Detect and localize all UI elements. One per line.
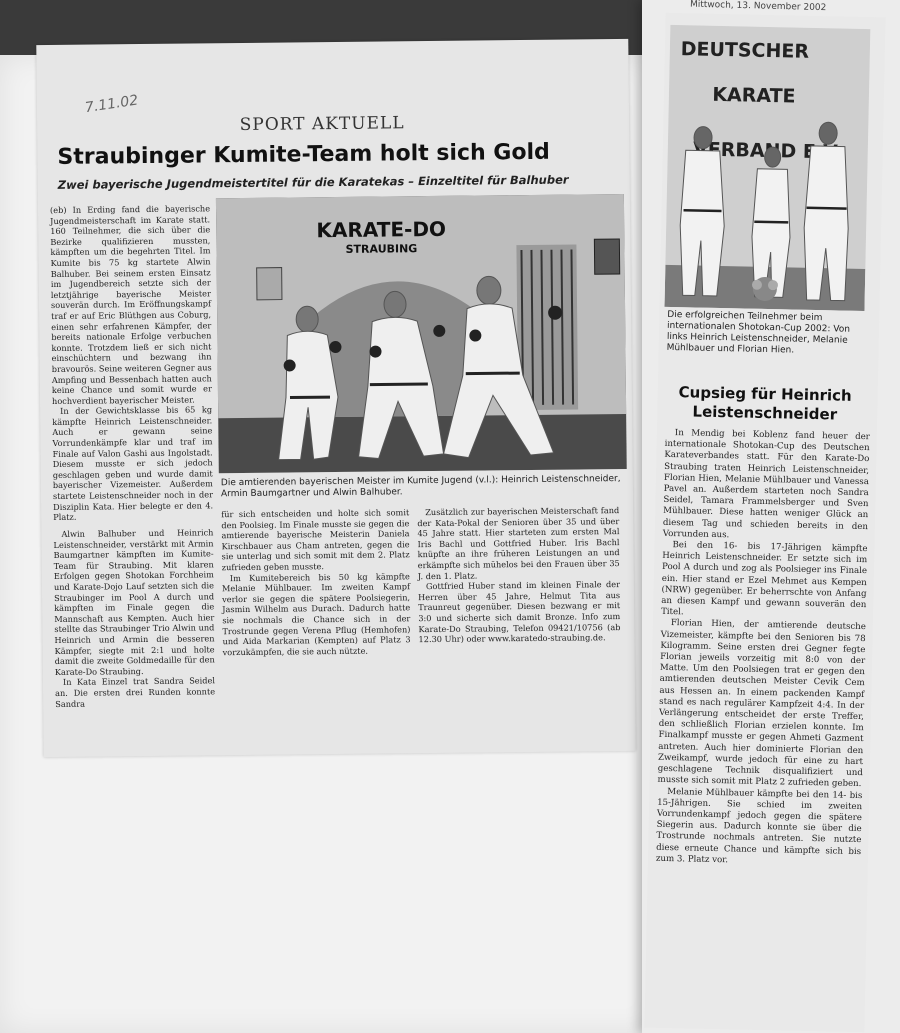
handwritten-date: 7.11.02 bbox=[84, 92, 140, 117]
sign-straubing: STRAUBING bbox=[345, 242, 418, 256]
side-paragraph-1: In Mendig bei Koblenz fand heuer der internationale Shotokan-Cup des Deutschen Karateverbandes statt. Für den Karate-Do Straubing traten Heinrich Leistenschneider, Florian Hien, Melanie Mühlbauer und Vanessa Pavel an. Außerdem starteten noch Sandra Seidel, Tamara Frammelsberger und Sven Mühlbauer. Diese hatten weniger Glück an diesem Tag und schieden bereits in den Vorrunden aus. bbox=[662, 428, 870, 541]
article-column-1 bbox=[50, 203, 213, 522]
column-1-paragraph-4: In Kata Einzel trat Sandra Seidel an. Die ersten drei Runden konnte Sandra bbox=[55, 675, 216, 709]
podium-photo-image bbox=[664, 25, 870, 311]
column-1-paragraph-3: Alwin Balhuber und Heinrich Leistenschneider, verstärkt mit Armin Baumgartner kämpften im Kumite-Team für Straubing. Mit klaren Erfolgen gegen Shotokan Forchheim und Karate-Dojo Lauf setzten sich die Straubinger im Pool A durch und kämpften im Finale gegen die Mannschaft aus Kempten. Auch hier stellte das Straubinger Trio Alwin und Heinrich und Armin die besseren Kämpfer, siegte mit 2:1 und holte damit die zweite Goldmedaille für den Karate-Do Straubing. bbox=[53, 527, 215, 677]
main-article-clipping bbox=[36, 39, 635, 757]
main-headline: Straubinger Kumite-Team holt sich Gold bbox=[57, 139, 550, 170]
column-2-paragraph-1: für sich entscheiden und holte sich somit den Poolsieg. Im Finale musste sie gegen die amtierende bayerische Meisterin Daniela Kirschbauer aus Cham antreten, gegen die sie unterlag und sich somit mit dem 2. Platz zufrieden geben musste. bbox=[221, 507, 410, 573]
team-photo bbox=[216, 194, 627, 473]
side-article-clipping bbox=[644, 13, 885, 1032]
side-headline: Cupsieg für Heinrich Leistenschneider bbox=[678, 383, 852, 424]
podium-photo-caption: Die erfolgreichen Teilnehmer beim internationalen Shotokan-Cup 2002: Von links Heinrich Leistenschneider, Melanie Mühlbauer und Florian Hien. bbox=[666, 309, 851, 356]
banner-line-1: DEUTSCHER bbox=[680, 38, 810, 63]
column-3-paragraph-1: Zusätzlich zur bayerischen Meisterschaft fand der Kata-Pokal der Senioren über 35 und über 45 Jahre statt. Hier starteten zum ersten Mal Iris Bachl und Gottfried Huber. Iris Bachl knüpfte an ihre früheren Leistungen an und erkämpfte sich mühelos bei den Frauen über 35 J. den 1. Platz. bbox=[417, 505, 620, 581]
side-article-body bbox=[656, 428, 870, 869]
section-title: SPORT AKTUELL bbox=[239, 113, 405, 135]
newspaper-dateline: Mittwoch, 13. November 2002 bbox=[689, 0, 827, 14]
side-paragraph-4: Melanie Mühlbauer kämpfte bei den 14- bis 15-Jährigen. Sie schied im zweiten Vorrundenkampf jedoch gegen die spätere Siegerin aus. Dadurch konnte sie über die Trostrunde nochmals antreten. Sie nutzte diese erneute Chance und kämpfte sich bis zum 3. Platz vor. bbox=[655, 786, 863, 866]
podium-photo bbox=[664, 25, 870, 311]
column-1-paragraph-2: In der Gewichtsklasse bis 65 kg kämpfte Heinrich Leistenschneider. Auch er gewann seine Vorrundenkämpfe klar und traf im Finale auf Valon Gashi aus Ingolstadt. Diesem musste er sich jedoch geschlagen geben und wurde damit bayerischer Vizemeister. Außerdem startete Leistenschneider noch in der Disziplin Kata. Hier belegte er den 4. Platz. bbox=[52, 404, 214, 523]
article-column-3 bbox=[417, 505, 620, 645]
team-photo-caption: Die amtierenden bayerischen Meister im Kumite Jugend (v.l.): Heinrich Leistenschneider, Armin Baumgartner und Alwin Balhuber. bbox=[220, 474, 621, 500]
side-paragraph-3: Florian Hien, der amtierende deutsche Vizemeister, kämpfte bei den Senioren bis 78 Kilogramm. Seine ersten drei Gegner fegte Florian jeweils vorzeitig mit 8:0 von der Matte. Um den Poolsiegen trat er gegen den amtierenden deutschen Meister Cevik Cem aus Hessen an. In einem packenden Kampf stand es nach regulärer Kampfzeit 4:4. In der Verlängerung entscheidet der erste Treffer, den schließlich Florian erzielen konnte. Im Finalkampf musste er gegen Ahmeti Gazment antreten. Auch hier dominierte Florian den Zweikampf, wurde jedoch für eine zu hart geschlagene Technik disqualifiziert und musste sich somit mit Platz 2 zufrieden geben. bbox=[657, 618, 866, 790]
team-photo-image bbox=[216, 194, 627, 473]
article-column-2 bbox=[221, 507, 411, 657]
column-3-paragraph-2: Gottfried Huber stand im kleinen Finale der Herren über 45 Jahre, Helmut Tita aus Traunreut gegenüber. Diesen bezwang er mit 3:0 und sicherte sich damit Bronze. Info zum Karate-Do Straubing, Telefon 09421/10756 (ab 12.30 Uhr) oder www.karatedo-straubing.de. bbox=[418, 579, 621, 645]
main-subheadline: Zwei bayerische Jugendmeistertitel für die Karatekas – Einzeltitel für Balhuber bbox=[57, 172, 569, 192]
column-2-paragraph-2: Im Kumitebereich bis 50 kg kämpfte Melanie Mühlbauer. Im zweiten Kampf verlor sie gegen die spätere Poolsiegerin, Jasmin Wilhelm aus Durach. Dadurch hatte sie nochmals die Chance sich in der Trostrunde gegen Verena Pflug (Hemhofen) und Aida Markarian (Kempten) auf Platz 3 vorzukämpfen, die sie auch nützte. bbox=[221, 570, 411, 657]
side-paragraph-2: Bei den 16- bis 17-Jährigen kämpfte Heinrich Leistenschneider. Er setzte sich im Pool A durch und zog als Poolsieger ins Finale ein. Hier stand er Ezel Mehmet aus Kempen (NRW) gegenüber. Er beherrschte von Anfang an diesen Kampf und gewann souverän den Titel. bbox=[660, 540, 868, 618]
banner-line-3: VERBAND bbox=[692, 138, 797, 163]
column-1-paragraph-1: (eb) In Erding fand die bayerische Jugendmeisterschaft im Karate statt. 160 Teilnehmer, die sich über die Bezirke qualifizieren mussten, kämpften um die begehrten Titel. Im Kumite bis 75 kg startete Alwin Balhuber. Bei seinem ersten Einsatz im Jugendbereich setzte sich der letztjährige bayerische Meister souverän durch. Im Eröffnungskampf traf er auf Eric Blüthgen aus Coburg, einen sehr erfahrenen Kämpfer, der bereits nationale Erfolge verbuchen konnte. Trotzdem ließ er sich nicht einschüchtern und bezwang ihn bravourös. Seine weiteren Gegner aus Ampfing und Bessenbach hatten auch keine Chance und somit wurde er hochverdient bayerischer Meister. bbox=[49, 203, 212, 406]
banner-line-2: KARATE bbox=[712, 83, 796, 108]
sign-karate-do: KARATE-DO bbox=[316, 216, 447, 243]
article-column-1-bottom bbox=[53, 527, 215, 709]
